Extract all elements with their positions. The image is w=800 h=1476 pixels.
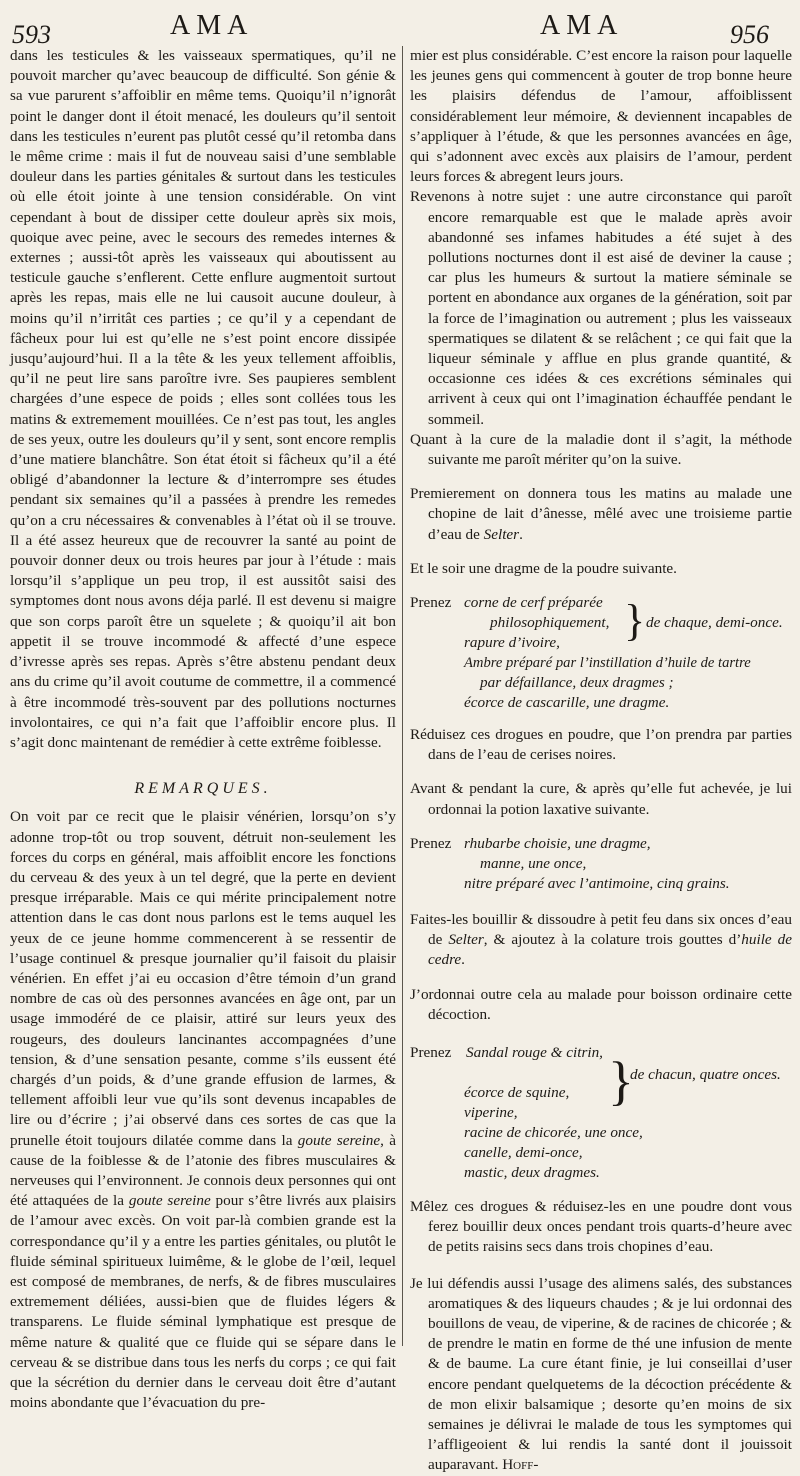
recipe-laxative-line-3: nitre préparé avec l’antimoine, cinq grains. [464,874,730,892]
recipe-decoction-line-1: Sandal rouge & citrin, [466,1043,603,1061]
remarques-text-2: , à cause de la foiblesse & de l’atonie des fibres musculaires & nerveuses qui l’environnent. Je connois deux personnes qui ont été attaquées de la [10,1131,396,1210]
left-running-head: AMA [170,10,254,41]
morning-dose-text: Premierement on donnera tous les matins au malade une chopine de lait d’ânesse, mêlé avec une troisieme partie d’eau de [410,485,792,543]
recipe-laxative [410,834,792,896]
recipe-powder-prenez: Prenez [410,594,452,612]
cure-intro-paragraph: Quant à la cure de la maladie dont il s’agit, la méthode suivante me paroît mériter qu’on la suive. [410,430,792,469]
recipe-powder-line-6: écorce de cascarille, une dragme. [464,694,670,712]
drink-paragraph: J’ordonnai outre cela au malade pour boisson ordinaire cette décoction. [410,985,792,1023]
left-page-number: 593 [12,20,51,49]
cedar-oil-italic: huile de cedre [428,931,792,969]
recipe-decoction [410,1039,792,1181]
selter-italic: Selter [483,525,520,543]
recipe-powder-brace-note: de chaque, demi-once. [646,614,783,632]
recipe-laxative-line-1: rhubarbe choisie, une dragme, [464,834,651,852]
remarques-heading: REMARQUES. [134,780,272,798]
revenons-paragraph: Revenons à notre sujet : une autre circonstance qui paroît encore remarquable est que le malade après avoir abandonné ses infames habitudes a été sujet à des pollutions nocturnes dont il est aisé de deviner la cause ; car plus les humeurs & surtout la matiere séminale se portent en abondance aux organes de la génération, soit par la force de l’imagination ou autrement ; plus les vaisseaux spermatiques se dilatent & se relâchent ; ce qui fait que la liqueur séminale y afflue en plus grande quantité, & occasionne ces idées & ces excrétions séminales qui arrivent à ceux qui ont l’imagination échauffée pendant le sommeil. [410,188,792,428]
recipe-powder-line-3: rapure d’ivoire, [464,634,560,652]
laxative-intro-paragraph: Avant & pendant la cure, & après qu’elle fut achevée, je lui ordonnai la potion laxative suivante. [410,780,792,818]
continued-paragraph: mier est plus considérable. C’est encore la raison pour laquelle les jeunes gens qui commencent à gouter de trop bonne heure les plaisirs défendus de l’amour, affoiblissent considérablement leur mémoire, & deviennent incapables de s’appliquer à l’étude, & que les personnes avancées en âge, qui s’adonnent avec excès aux plaisirs de l’amour, perdent leurs forces & abregent leurs jours. [410,47,792,186]
remarques-paragraph [10,807,396,1413]
boil-selter-italic: Selter [448,931,484,949]
recipe-powder-line-5: par défaillance, deux dragmes ; [480,674,674,692]
recipe-decoction-line-6: mastic, deux dragmes. [464,1163,600,1181]
boil-paragraph [410,910,792,971]
recipe-decoction-line-3: viperine, [464,1103,518,1121]
recipe-decoction-brace: } [608,1050,634,1111]
recipe-laxative-line-2: manne, une once, [480,854,587,872]
right-running-head: AMA [540,10,624,41]
recipe-powder [410,593,792,712]
recipe-decoction-brace-note: de chacun, quatre onces. [630,1065,781,1083]
right-column [410,46,792,1476]
morning-dose-end: . [519,525,523,543]
boil-text-end: . [461,951,465,969]
boil-text-2: , & ajoutez à la colature trois gouttes d’ [483,931,742,949]
left-column [10,46,396,1413]
recipe-powder-line-4: Ambre préparé par l’instillation d’huile de tartre [464,655,751,672]
recipe-laxative-prenez: Prenez [410,834,452,852]
recipe-powder-brace: } [624,596,646,646]
mix-paragraph: Mêlez ces drogues & réduisez-les en une poudre dont vous ferez bouillir deux onces pendant trois quarts-d’heure avec de petits raisins secs dans trois chopines d’eau. [410,1197,792,1256]
recipe-powder-line-1: corne de cerf préparée [464,594,603,612]
case-narrative: dans les testicules & les vaisseaux spermatiques, qu’il ne pouvoit marcher qu’avec beaucoup de difficulté. Son génie & sa vue parurent s’affoiblir en même tems. Quoiqu’il n’ignorât point le danger dont il étoit menacé, les douleurs qu’il sentoit dans les testicules n’eurent pas plutôt cessé qu’il retomba dans le même crime : mais il fut de nouveau saisi d’une semblable douleur dans les parties génitales & surtout dans les testicules où elle étoit jointe à une tension considérable. On vint cependant à bout de dissiper cette douleur après six mois, quoique avec peine, avec le secours des remedes internes & externes ; aussi-tôt après les vaisseaux qui aboutissent au testicule gauche s’enflerent. Cette enflure augmentoit surtout après les repas, mais elle ne lui causoit aucune douleur, à moins qu’il n’irritât ces parties ; ce qu’il y a cependant de fâcheux pour lui est qu’elle ne s’est point encore dissipée jusqu’aujourd’hui. Il a la tête & les yeux tellement affoiblis, qu’il ne peut lire sans paroître ivre. Ses paupieres semblent chargées d’une espece de poids ; elles sont collées tous les matins & extremement mouillées. Ce n’est pas tout, les angles de ses yeux, outre les douleurs qu’il y sent, sont encore remplis d’une matiere blanchâtre. Son état étoit si fâcheux qu’il a été obligé d’abandonner la lecture & d’interrompre ses études pendant six semaines qu’il a passées à prendre les remedes qu’on a cru nécessaires & convenables à l’état où il se trouve. Il a été assez heureux que de recouvrer la santé au point de pouvoir donner deux ou trois heures par jour à l’étude : mais lorsqu’il s’applique un peu trop, il est aussitôt saisi des symptomes dont nous avons déja parlé. Il est devenu si maigre que son corps paroît être un squelete ; & quoiqu’il ait bon appetit il se trouve incommodé & affecté d’une espece d’ivresse après ses repas. Après s’être abstenu pendant deux ans du crime qu’il avoit coutume de commettre, il a commencé à être incommodé très-souvent par des pollutions nocturnes involontaires, ce qui n’a fait que l’affoiblir encore plus. Il s’agit donc maintenant de remédier à cette extrême foiblesse. [10,47,396,751]
morning-dose-paragraph [410,484,792,545]
remarques-text-3: pour s’être livrés aux plaisirs de l’amour avec excès. On voit par-là combien grande est la correspondance qu’il y a entre les parties génitales, ou plutôt le fluide séminal spiritueux luimême, & le globe de l’œil, lequel est composé de membranes, de nerfs, & de fibres musculaires extremement déliées, aussi-bien que de fluides légers & transparens. Le fluide séminal lymphatique est presque de même nature & qualité que ce fluide qui se sépare dans le cerveau & se distribue dans tous les nerfs du corps ; ce qui fait que la sécrétion du dernier dans le cerveau doit être d’autant moins abondante que l’évacuation du pre- [10,1192,396,1412]
recipe-decoction-line-5: canelle, demi-once, [464,1143,583,1161]
recipe-decoction-prenez: Prenez [410,1043,452,1061]
reduce-paragraph: Réduisez ces drogues en poudre, que l’on prendra par parties dans de l’eau de cerises noires. [410,726,792,764]
boil-text-1: Faites-les bouillir & dissoudre à petit feu dans six onces d’eau de [410,910,792,949]
final-paragraph [410,1274,792,1476]
column-divider [402,46,403,1346]
recipe-decoction-line-4: racine de chicorée, une once, [464,1123,643,1141]
final-text: Je lui défendis aussi l’usage des alimens salés, des substances aromatiques & des liqueurs chaudes ; & je lui ordonnai des bouillons de veau, de viperine, & de racines de chicorée ; & de prendre le matin en forme de thé une infusion de mente & de baume. La cure étant finie, je lui conseillai d’user encore pendant quelquetems de la décoction précédente & de mon elixir balsamique ; desorte qu’en moins de six semaines je délivrai le malade de tous les symptomes qui l’affligeoient & lui rendis la santé dont il jouissoit auparavant. [410,1274,792,1474]
recipe-decoction-line-2: écorce de squine, [464,1083,570,1101]
remarques-text-1: On voit par ce recit que le plaisir vénérien, lorsqu’on s’y adonne trop-tôt ou trop souvent, détruit non-seulement les forces du corps en général, mais affoiblit encore les fonctions du cerveau & des yeux à un tel degré, que la perte en devient presque irréparable. Mais ce qui mérite principalement notre attention dans le cas dont nous parlons est le tems auquel les yeux de ce jeune homme commencerent à se ressentir de l’usage continuel & presque journalier qu’il faisoit du plaisir vénérien. En effet j’ai eu occasion d’être témoin d’un grand nombre de cas où des personnes avancées en âge ont, par un usage immodéré de ce plaisir, attiré sur leurs yeux des rougeurs, des douleurs lancinantes accompagnées d’une tension, & d’une sensation pesante, comme s’ils eussent été chargés d’un poids, & d’une grande effusion de larmes, & tellement affoibli leur vue qu’ils sont devenus incapables de lire ou d’écrire ; j’ai observé dans ces sortes de cas que la prunelle étoit toujours dilatée comme dans la [10,808,396,1149]
remarques-italic-1: goute sereine [297,1131,381,1149]
right-page-number: 956 [730,20,769,49]
remarques-italic-2: goute sereine [128,1192,211,1210]
catchword: Hoff- [502,1456,539,1474]
evening-dose-paragraph: Et le soir une dragme de la poudre suivante. [410,559,677,577]
recipe-powder-line-2: philosophiquement, [490,614,610,632]
